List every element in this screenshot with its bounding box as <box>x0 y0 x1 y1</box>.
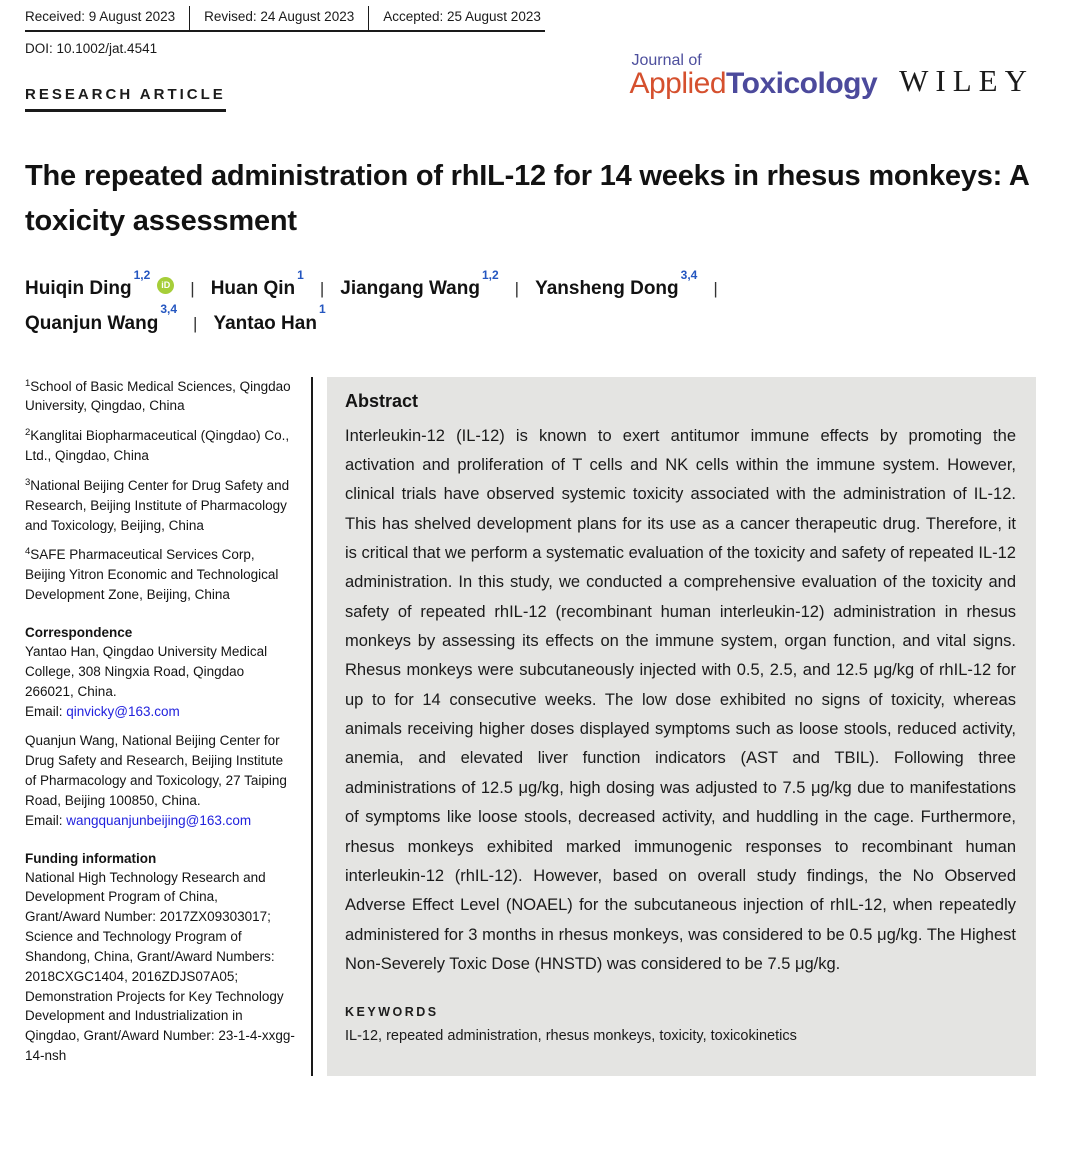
author-name: Jiangang Wang <box>340 278 480 300</box>
correspondence-heading: Correspondence <box>25 624 133 640</box>
affiliation-sup: 1 <box>25 377 31 389</box>
author-separator: | <box>190 279 195 299</box>
article-type-label: RESEARCH ARTICLE <box>25 86 226 112</box>
author-affiliation-sup: 3,4 <box>160 302 178 317</box>
affiliation-1 <box>25 377 295 417</box>
received-date: Received: 9 August 2023 <box>25 6 190 30</box>
email-label: Email: <box>25 812 67 828</box>
correspondence-text: Quanjun Wang, National Beijing Center for Drug Safety and Research, Beijing Institute of Pharmacology and Toxicology, 27 Taiping Road, Beijing 100850, China. <box>25 733 287 808</box>
journal-name-applied: Applied <box>629 67 727 100</box>
received-revised-accepted-bar <box>25 6 545 32</box>
funding-heading: Funding information <box>25 850 157 866</box>
author-name: Yantao Han <box>213 312 317 334</box>
abstract-heading: Abstract <box>345 390 419 411</box>
affiliation-sup: 4 <box>25 546 31 558</box>
abstract-box <box>327 377 1036 1076</box>
author-affiliation-sup: 1 <box>318 302 326 317</box>
email-link[interactable]: wangquanjunbeijing@163.com <box>66 812 252 828</box>
author-name: Huan Qin <box>210 278 296 300</box>
body-columns <box>25 377 1036 1076</box>
correspondence-entry-1 <box>25 642 295 721</box>
author-affiliation-sup: 1,2 <box>133 267 151 282</box>
email-label: Email: <box>25 703 67 719</box>
author-row-1 <box>25 267 1036 300</box>
affiliation-2 <box>25 426 295 466</box>
accepted-date: Accepted: 25 August 2023 <box>383 9 541 24</box>
affiliation-text: SAFE Pharmaceutical Services Corp, Beijing Yitron Economic and Technological Development Zone, Beijing, China <box>25 547 279 603</box>
journal-name-toxicology: Toxicology <box>726 67 878 100</box>
journal-applied-toxicology-logo <box>629 52 877 100</box>
journal-branding <box>629 52 1034 100</box>
author-affiliation-sup: 1 <box>297 267 304 282</box>
author <box>213 302 326 334</box>
author <box>25 302 178 334</box>
orcid-icon[interactable]: iD <box>157 277 174 294</box>
keywords-text: IL-12, repeated administration, rhesus monkeys, toxicity, toxicokinetics <box>345 1028 797 1045</box>
affiliation-sup: 2 <box>25 427 31 439</box>
author <box>25 267 174 300</box>
column-divider-rule <box>311 377 313 1076</box>
author-separator: | <box>193 313 198 333</box>
affiliation-text: School of Basic Medical Sciences, Qingdao University, Qingdao, China <box>25 378 291 414</box>
author-name: Huiqin Ding <box>25 278 132 300</box>
keywords-heading: KEYWORDS <box>345 1005 439 1020</box>
author <box>340 267 499 300</box>
author-separator: | <box>713 279 718 299</box>
author <box>535 267 698 300</box>
affiliation-text: Kanglitai Biopharmaceutical (Qingdao) Co., Ltd., Qingdao, China <box>25 428 290 464</box>
author-separator: | <box>319 279 325 299</box>
journal-name <box>629 68 877 100</box>
article-title: The repeated administration of rhIL-12 for 14 weeks in rhesus monkeys: A toxicity assessment <box>25 160 1029 237</box>
funding-text: National High Technology Research and Development Program of China, Grant/Award Number: 2017ZX09303017; Science and Technology Program of Shandong, China, Grant/Award Numbers: 2018CXGC1404, 2016ZDJS07A05; Demonstration Projects for Key Technology Development and Industrialization in Qingdao, Grant/Award Number: 23-1-4-xxgg-14-nsh <box>25 869 295 1064</box>
article-info-column <box>25 377 311 1076</box>
correspondence-text: Yantao Han, Qingdao University Medical College, 308 Ningxia Road, Qingdao 266021, China. <box>25 643 268 699</box>
affiliation-text: National Beijing Center for Drug Safety and Research, Beijing Institute of Pharmacology and Toxicology, Beijing, China <box>25 477 290 533</box>
doi-text: DOI: 10.1002/jat.4541 <box>25 41 158 56</box>
author-row-2 <box>25 302 1036 334</box>
author <box>210 267 304 300</box>
wiley-logo: WILEY <box>899 62 1034 98</box>
journal-of-text: Journal of <box>631 52 702 69</box>
affiliation-3 <box>25 476 295 536</box>
email-link[interactable]: qinvicky@163.com <box>66 703 180 719</box>
affiliation-4 <box>25 545 295 605</box>
author-name: Yansheng Dong <box>535 278 679 300</box>
affiliation-sup: 3 <box>25 476 31 488</box>
author-list <box>25 267 1036 335</box>
author-affiliation-sup: 1,2 <box>481 267 499 282</box>
abstract-text: Interleukin-12 (IL-12) is known to exert antitumor immune effects by promoting the activation and proliferation of T cells and NK cells within the immune system. However, clinical trials have observed systemic toxicity associated with the administration of IL-12. This has shelved development plans for its use as a cancer therapeutic drug. Therefore, it is critical that we perform a systematic evaluation of the toxicity and safety of repeated IL-12 administration. In this study, we conducted a comprehensive evaluation of the toxicity and safety of repeated rhIL-12 (recombinant human interleukin-12) administration in rhesus monkeys by assessing its effects on the immune system, organ function, and vital signs. Rhesus monkeys were subcutaneously injected with 0.5, 2.5, and 12.5 μg/kg of rhIL-12 for up to for 14 consecutive weeks. The low dose exhibited no signs of toxicity, whereas animals receiving higher doses displayed symptoms such as loose stools, reduced activity, anemia, and elevated liver function indicators (AST and TBIL). Following three administrations of 12.5 μg/kg, high dosing was adjusted to 7.5 μg/kg due to manifestations of symptoms like loose stools, decreased activity, and huddling in the cage. Furthermore, rhesus monkeys exhibited marked immunogenic responses to recombinant human interleukin-12 (rhIL-12). However, based on overall study findings, the No Observed Adverse Effect Level (NOAEL) for the subcutaneous injection of rhIL-12, when repeatedly administered for 3 months in rhesus monkeys, was considered to be 0.5 μg/kg. The Highest Non-Severely Toxic Dose (HNSTD) was considered to be 7.5 μg/kg. <box>345 426 1016 973</box>
author-affiliation-sup: 3,4 <box>680 267 698 282</box>
author-separator: | <box>514 279 520 299</box>
correspondence-entry-2 <box>25 731 295 830</box>
revised-date: Revised: 24 August 2023 <box>190 6 369 30</box>
author-name: Quanjun Wang <box>25 312 159 334</box>
